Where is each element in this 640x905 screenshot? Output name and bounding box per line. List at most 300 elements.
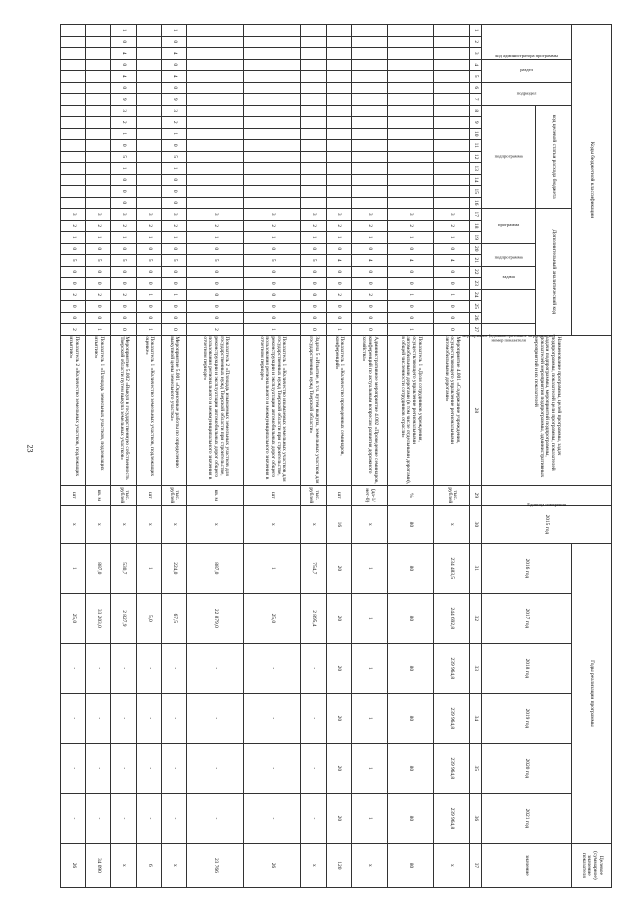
code-cell xyxy=(244,48,301,60)
code-cell xyxy=(387,128,434,140)
header-subsection: подраздел xyxy=(482,82,572,105)
code-cell xyxy=(186,82,243,94)
code-cell xyxy=(434,94,470,106)
row-year-value: - xyxy=(136,743,161,793)
code-cell xyxy=(61,105,86,117)
column-number-cell: 27 xyxy=(470,324,482,336)
code-cell: 2 xyxy=(61,324,86,336)
code-cell: 1 xyxy=(136,289,161,301)
code-cell xyxy=(301,71,326,83)
row-year-value: 887,0 xyxy=(186,543,243,593)
code-cell xyxy=(186,186,243,198)
code-cell: 0 xyxy=(387,266,434,278)
code-cell: 5 xyxy=(111,151,136,163)
code-cell xyxy=(86,174,111,186)
code-cell: 4 xyxy=(161,71,186,83)
table-row xyxy=(434,25,470,888)
row-year-value: - xyxy=(111,643,136,693)
row-unit: % xyxy=(387,485,434,505)
row-unit: шт xyxy=(136,485,161,505)
code-cell: 0 xyxy=(244,301,301,313)
code-cell xyxy=(86,82,111,94)
code-cell: 0 xyxy=(111,36,136,48)
code-cell xyxy=(301,128,326,140)
header-indicator-number: номер показателя xyxy=(482,324,536,336)
row-final-value: х xyxy=(161,843,186,887)
code-cell xyxy=(136,59,161,71)
row-year-value: - xyxy=(86,793,111,843)
code-cell xyxy=(434,48,470,60)
code-cell xyxy=(244,82,301,94)
column-number-cell: 7 xyxy=(470,94,482,106)
column-number-cell: 15 xyxy=(470,186,482,198)
row-year-value: 80 xyxy=(387,543,434,593)
code-cell xyxy=(387,151,434,163)
code-cell: 1 xyxy=(301,232,326,244)
row-year-value: 239 964,8 xyxy=(434,793,470,843)
code-cell: 4 xyxy=(351,255,387,267)
column-number-cell: 26 xyxy=(470,312,482,324)
code-cell: 1 xyxy=(86,324,111,336)
table-row xyxy=(301,25,326,888)
code-cell: 0 xyxy=(326,243,351,255)
row-value-2015: 16 xyxy=(326,505,351,543)
row-value-2015: х xyxy=(136,505,161,543)
code-cell: 0 xyxy=(111,197,136,209)
code-cell xyxy=(186,140,243,152)
code-cell xyxy=(244,163,301,175)
code-cell xyxy=(351,71,387,83)
code-cell: 1 xyxy=(161,163,186,175)
row-year-value: 239 964,8 xyxy=(434,693,470,743)
code-cell xyxy=(186,128,243,140)
column-number-cell: 34 xyxy=(470,693,482,743)
code-cell: 0 xyxy=(434,301,470,313)
row-final-value: 34 090 xyxy=(86,843,111,887)
code-cell: 0 xyxy=(161,312,186,324)
code-cell: 1 xyxy=(434,232,470,244)
code-cell xyxy=(434,197,470,209)
code-cell: 0 xyxy=(186,278,243,290)
code-cell: 3 xyxy=(136,209,161,221)
code-cell: 0 xyxy=(86,312,111,324)
row-year-value: - xyxy=(136,693,161,743)
code-cell xyxy=(136,151,161,163)
code-cell: 2 xyxy=(111,220,136,232)
code-cell xyxy=(244,151,301,163)
column-number-cell: 22 xyxy=(470,266,482,278)
code-cell: 0 xyxy=(161,266,186,278)
header-years-block: Годы реализации программы xyxy=(572,543,612,843)
column-number-cell: 30 xyxy=(470,505,482,543)
code-cell xyxy=(244,140,301,152)
code-cell xyxy=(301,186,326,198)
code-cell: 0 xyxy=(61,312,86,324)
code-cell: 0 xyxy=(351,312,387,324)
column-number-cell: 28 xyxy=(470,335,482,485)
code-cell: 2 xyxy=(186,324,243,336)
code-cell xyxy=(326,105,351,117)
code-cell xyxy=(326,94,351,106)
row-year-value: - xyxy=(136,643,161,693)
row-year-value: 25,0 xyxy=(61,593,86,643)
code-cell: 0 xyxy=(136,312,161,324)
code-cell: 0 xyxy=(111,174,136,186)
row-year-value: - xyxy=(161,793,186,843)
row-unit: шт xyxy=(61,485,86,505)
header-codes-block: Коды бюджетной классификации xyxy=(572,25,612,336)
code-cell xyxy=(351,48,387,60)
code-cell: 5 xyxy=(136,255,161,267)
code-cell: 3 xyxy=(244,209,301,221)
header-2020: 2020 год xyxy=(482,743,572,793)
code-cell: 2 xyxy=(326,220,351,232)
code-cell: 9 xyxy=(161,94,186,106)
code-cell: 0 xyxy=(244,243,301,255)
code-cell xyxy=(186,163,243,175)
code-cell: 0 xyxy=(111,140,136,152)
row-final-value: х xyxy=(434,843,470,887)
code-cell: 2 xyxy=(186,220,243,232)
column-number-cell: 32 xyxy=(470,593,482,643)
code-cell: 0 xyxy=(161,36,186,48)
code-cell xyxy=(301,197,326,209)
code-cell xyxy=(61,151,86,163)
row-year-value: 224,0 xyxy=(161,543,186,593)
code-cell xyxy=(351,117,387,129)
code-cell xyxy=(301,59,326,71)
row-year-value: 1 xyxy=(244,543,301,593)
code-cell: 2 xyxy=(434,220,470,232)
code-cell: 5 xyxy=(301,255,326,267)
row-year-value: - xyxy=(111,743,136,793)
code-cell xyxy=(301,36,326,48)
code-cell: 1 xyxy=(244,324,301,336)
table-body xyxy=(61,25,612,888)
code-cell xyxy=(86,163,111,175)
row-name: Показатель 1 «Количество изымаемых земельных участков для государственных нужд Тверской области при строительстве, реконструкции и эксплуатации автомобильных дорог общего пользования регионального и межмуниципального значения в отчетном периоде» xyxy=(244,335,301,485)
code-cell xyxy=(434,71,470,83)
code-cell: 5 xyxy=(161,151,186,163)
code-cell: 0 xyxy=(434,266,470,278)
row-year-value: 1 xyxy=(351,693,387,743)
code-cell xyxy=(326,140,351,152)
code-cell xyxy=(86,128,111,140)
code-cell xyxy=(326,163,351,175)
header-target-sub: подпрограмма xyxy=(482,105,536,209)
code-cell xyxy=(387,48,434,60)
column-number-cell: 14 xyxy=(470,174,482,186)
code-cell xyxy=(351,163,387,175)
code-cell: 0 xyxy=(434,243,470,255)
row-final-value: 26 xyxy=(244,843,301,887)
code-cell xyxy=(136,48,161,60)
code-cell: 5 xyxy=(244,255,301,267)
code-cell: 0 xyxy=(434,278,470,290)
column-number-cell: 29 xyxy=(470,485,482,505)
row-year-value: - xyxy=(186,643,243,693)
code-cell: 0 xyxy=(111,324,136,336)
code-cell xyxy=(301,82,326,94)
code-cell xyxy=(186,151,243,163)
code-cell xyxy=(186,48,243,60)
column-number-cell: 31 xyxy=(470,543,482,593)
row-name: Мероприятие 5.002 «Выкуп в государственную собственность Тверской области путем выкупа земельных участков» xyxy=(111,335,136,485)
program-table xyxy=(60,24,612,888)
row-year-value: - xyxy=(161,743,186,793)
code-cell xyxy=(86,117,111,129)
code-cell: 0 xyxy=(161,140,186,152)
row-name: Показатель 1 «Количество проведенных семинаров, конференций» xyxy=(326,335,351,485)
code-cell xyxy=(387,59,434,71)
column-number-cell: 23 xyxy=(470,278,482,290)
code-cell: 0 xyxy=(61,266,86,278)
code-cell xyxy=(301,174,326,186)
table-row xyxy=(61,25,86,888)
code-cell: 0 xyxy=(161,278,186,290)
code-cell xyxy=(351,59,387,71)
row-year-value: - xyxy=(61,693,86,743)
header-2021: 2021 год xyxy=(482,793,572,843)
code-cell: 0 xyxy=(86,278,111,290)
code-cell: 3 xyxy=(301,209,326,221)
code-cell xyxy=(351,140,387,152)
code-cell xyxy=(434,117,470,129)
code-cell: 0 xyxy=(111,312,136,324)
code-cell: 0 xyxy=(434,324,470,336)
code-cell: 2 xyxy=(61,220,86,232)
header-event: мероприятие (административное мероприятие) xyxy=(482,289,536,324)
code-cell: 1 xyxy=(387,324,434,336)
page-number: 23 xyxy=(25,444,35,453)
column-numbers-row xyxy=(470,25,482,888)
code-cell: 2 xyxy=(161,117,186,129)
row-year-value: - xyxy=(244,643,301,693)
row-name: Административное мероприятие 4.002 «Проведение семинаров, конференций по актуальным вопросам развития дорожного хозяйства» xyxy=(351,335,387,485)
column-number-cell: 3 xyxy=(470,48,482,60)
code-cell xyxy=(61,36,86,48)
code-cell: 0 xyxy=(86,266,111,278)
row-year-value: - xyxy=(86,643,111,693)
code-cell: 1 xyxy=(136,324,161,336)
code-cell xyxy=(387,82,434,94)
code-cell: 3 xyxy=(161,209,186,221)
code-cell: 2 xyxy=(161,220,186,232)
code-cell: 1 xyxy=(387,289,434,301)
code-cell xyxy=(186,36,243,48)
code-cell: 2 xyxy=(301,220,326,232)
header-subprogram: подпрограмма xyxy=(482,243,536,266)
code-cell: 0 xyxy=(244,266,301,278)
code-cell: 0 xyxy=(111,266,136,278)
header-add-code: Дополнительный аналитический код xyxy=(536,209,572,336)
code-cell xyxy=(61,94,86,106)
code-cell: 0 xyxy=(161,197,186,209)
code-cell xyxy=(387,140,434,152)
code-cell xyxy=(61,128,86,140)
row-name: Мероприятие 4.001 «Содержание учреждения, осуществляющего управление региональными автомобильными дорогами» xyxy=(434,335,470,485)
row-year-value: 530,7 xyxy=(111,543,136,593)
code-cell xyxy=(326,59,351,71)
table-row xyxy=(86,25,111,888)
code-cell: 5 xyxy=(111,255,136,267)
code-cell xyxy=(434,140,470,152)
row-name: Мероприятие 5.001 «Оценочные работы по определению выкупной цены земельного участка» xyxy=(161,335,186,485)
row-name: Задача 5 «Изъятие, в т.ч. путем выкупа, земельных участков для государственных нужд Тверской области» xyxy=(301,335,326,485)
row-year-value: 1 xyxy=(61,543,86,593)
row-value-2015: х xyxy=(86,505,111,543)
column-number-cell: 36 xyxy=(470,793,482,843)
code-cell: 3 xyxy=(387,209,434,221)
code-cell xyxy=(387,174,434,186)
code-cell: 0 xyxy=(161,174,186,186)
header-2015: 2015 год xyxy=(482,505,612,543)
code-cell xyxy=(434,163,470,175)
code-cell: 1 xyxy=(86,232,111,244)
column-number-cell: 35 xyxy=(470,743,482,793)
code-cell: 1 xyxy=(326,324,351,336)
code-cell: 2 xyxy=(326,289,351,301)
code-cell: 0 xyxy=(351,266,387,278)
code-cell: 0 xyxy=(301,243,326,255)
code-cell xyxy=(387,163,434,175)
code-cell: 0 xyxy=(244,312,301,324)
row-year-value: - xyxy=(86,743,111,793)
code-cell: 0 xyxy=(136,278,161,290)
column-number-cell: 2 xyxy=(470,36,482,48)
row-year-value: 5,0 xyxy=(136,593,161,643)
row-year-value: - xyxy=(161,643,186,693)
header-2016: 2016 год xyxy=(482,543,572,593)
code-cell: 0 xyxy=(161,186,186,198)
table-row xyxy=(351,25,387,888)
code-cell xyxy=(244,174,301,186)
row-year-value: 754,7 xyxy=(301,543,326,593)
code-cell: 0 xyxy=(61,278,86,290)
code-cell: 3 xyxy=(326,209,351,221)
code-cell: 0 xyxy=(111,82,136,94)
code-cell: 0 xyxy=(161,82,186,94)
code-cell xyxy=(326,128,351,140)
code-cell xyxy=(434,59,470,71)
code-cell xyxy=(326,151,351,163)
row-year-value: 20 xyxy=(326,743,351,793)
code-cell: 0 xyxy=(161,243,186,255)
column-number-cell: 9 xyxy=(470,117,482,129)
code-cell: 0 xyxy=(434,312,470,324)
code-cell: 0 xyxy=(111,278,136,290)
code-cell xyxy=(61,174,86,186)
column-number-cell: 13 xyxy=(470,163,482,175)
column-number-cell: 10 xyxy=(470,128,482,140)
column-number-cell: 17 xyxy=(470,209,482,221)
code-cell: 0 xyxy=(186,301,243,313)
code-cell xyxy=(186,105,243,117)
row-year-value: - xyxy=(301,793,326,843)
code-cell: 3 xyxy=(61,209,86,221)
row-value-2015: х xyxy=(351,505,387,543)
column-number-cell: 18 xyxy=(470,220,482,232)
code-cell: 3 xyxy=(111,209,136,221)
code-cell xyxy=(244,128,301,140)
code-cell: 3 xyxy=(86,209,111,221)
row-year-value: - xyxy=(86,693,111,743)
code-cell: 1 xyxy=(161,232,186,244)
code-cell: 2 xyxy=(387,220,434,232)
code-cell xyxy=(186,71,243,83)
code-cell: 0 xyxy=(186,266,243,278)
code-cell: 2 xyxy=(351,289,387,301)
row-year-value: 22 879,0 xyxy=(186,593,243,643)
code-cell: 0 xyxy=(186,289,243,301)
code-cell: 4 xyxy=(111,48,136,60)
row-year-value: - xyxy=(244,693,301,743)
column-number-cell: 1 xyxy=(470,25,482,37)
code-cell xyxy=(61,197,86,209)
code-cell: 0 xyxy=(161,324,186,336)
row-year-value: - xyxy=(186,793,243,843)
row-value-2015: х xyxy=(161,505,186,543)
row-year-value: - xyxy=(61,643,86,693)
row-year-value: 20 xyxy=(326,543,351,593)
code-cell xyxy=(61,140,86,152)
row-year-value: - xyxy=(61,793,86,843)
code-cell xyxy=(351,25,387,37)
code-cell xyxy=(326,186,351,198)
code-cell xyxy=(136,94,161,106)
header-final-block: Целевое (суммарное) значение показателя xyxy=(572,843,612,887)
code-cell: 1 xyxy=(161,128,186,140)
row-year-value: - xyxy=(301,743,326,793)
code-cell xyxy=(186,117,243,129)
header-task: задача xyxy=(482,266,536,289)
code-cell: 1 xyxy=(351,232,387,244)
code-cell xyxy=(434,82,470,94)
code-cell: 4 xyxy=(434,255,470,267)
code-cell: 2 xyxy=(136,220,161,232)
code-cell: 0 xyxy=(111,186,136,198)
code-cell xyxy=(136,186,161,198)
row-year-value: - xyxy=(61,743,86,793)
code-cell xyxy=(387,36,434,48)
code-cell: 0 xyxy=(387,243,434,255)
code-cell xyxy=(326,117,351,129)
row-year-value: - xyxy=(111,793,136,843)
header-value: значение xyxy=(482,843,572,887)
row-year-value: 80 xyxy=(387,643,434,693)
code-cell xyxy=(351,94,387,106)
row-year-value: 887,0 xyxy=(86,543,111,593)
row-year-value: 239 964,8 xyxy=(434,743,470,793)
row-value-2015: х xyxy=(61,505,86,543)
row-unit: шт xyxy=(244,485,301,505)
code-cell: 0 xyxy=(301,324,326,336)
code-cell xyxy=(434,36,470,48)
code-cell: 0 xyxy=(301,278,326,290)
code-cell: 0 xyxy=(186,243,243,255)
code-cell xyxy=(434,151,470,163)
code-cell: 2 xyxy=(111,117,136,129)
row-unit: кв. м xyxy=(186,485,243,505)
code-cell: 0 xyxy=(351,278,387,290)
code-cell xyxy=(86,25,111,37)
code-cell xyxy=(186,59,243,71)
row-year-value: 1 xyxy=(351,643,387,693)
code-cell: 4 xyxy=(326,255,351,267)
code-cell xyxy=(136,71,161,83)
code-cell: 0 xyxy=(111,59,136,71)
code-cell: 1 xyxy=(434,289,470,301)
